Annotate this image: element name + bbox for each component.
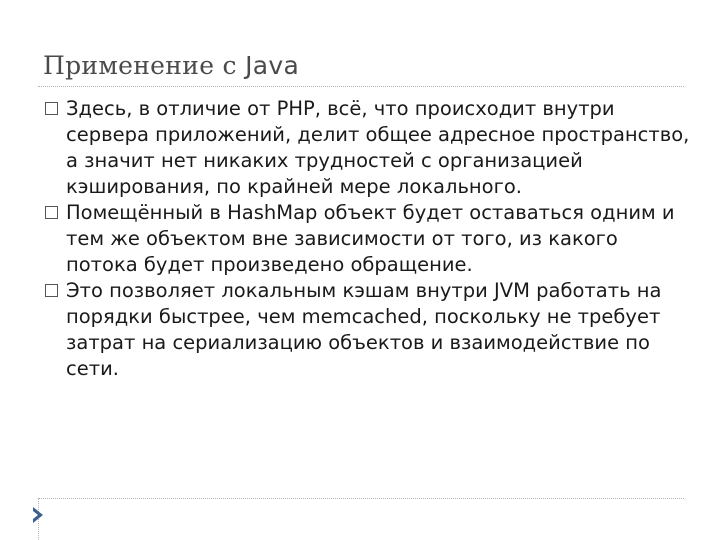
play-arrow-icon [33, 507, 43, 523]
slide-title [43, 51, 299, 80]
title-divider [38, 86, 684, 87]
bullet-item-1 [40, 96, 690, 200]
bullet-text-1: Здесь, в отличие от PHP, всё, что происходит внутри сервера приложений, делит общее адресное пространство, а значит нет никаких трудностей с организацией кэширования, по крайней мере локального. [66, 97, 690, 198]
slide-title-main: Применение с [43, 51, 246, 80]
bullet-text-3: Это позволяет локальным кэшам внутри JVM работать на порядки быстрее, чем memcached, поскольку не требует затрат на сериализацию объектов и взаимодействие по сети. [66, 279, 662, 380]
bullet-text-2: Помещённый в HashMap объект будет оставаться одним и тем же объектом вне зависимости от того, из какого потока будет произведено обращение. [66, 201, 675, 276]
bullet-list [40, 96, 690, 382]
square-bullet-icon [45, 206, 58, 219]
bullet-item-2 [40, 200, 690, 278]
slide-title-java: Java [245, 51, 300, 80]
footer-divider [38, 498, 684, 499]
square-bullet-icon [45, 284, 58, 297]
square-bullet-icon [45, 102, 58, 115]
bullet-item-3 [40, 278, 690, 382]
